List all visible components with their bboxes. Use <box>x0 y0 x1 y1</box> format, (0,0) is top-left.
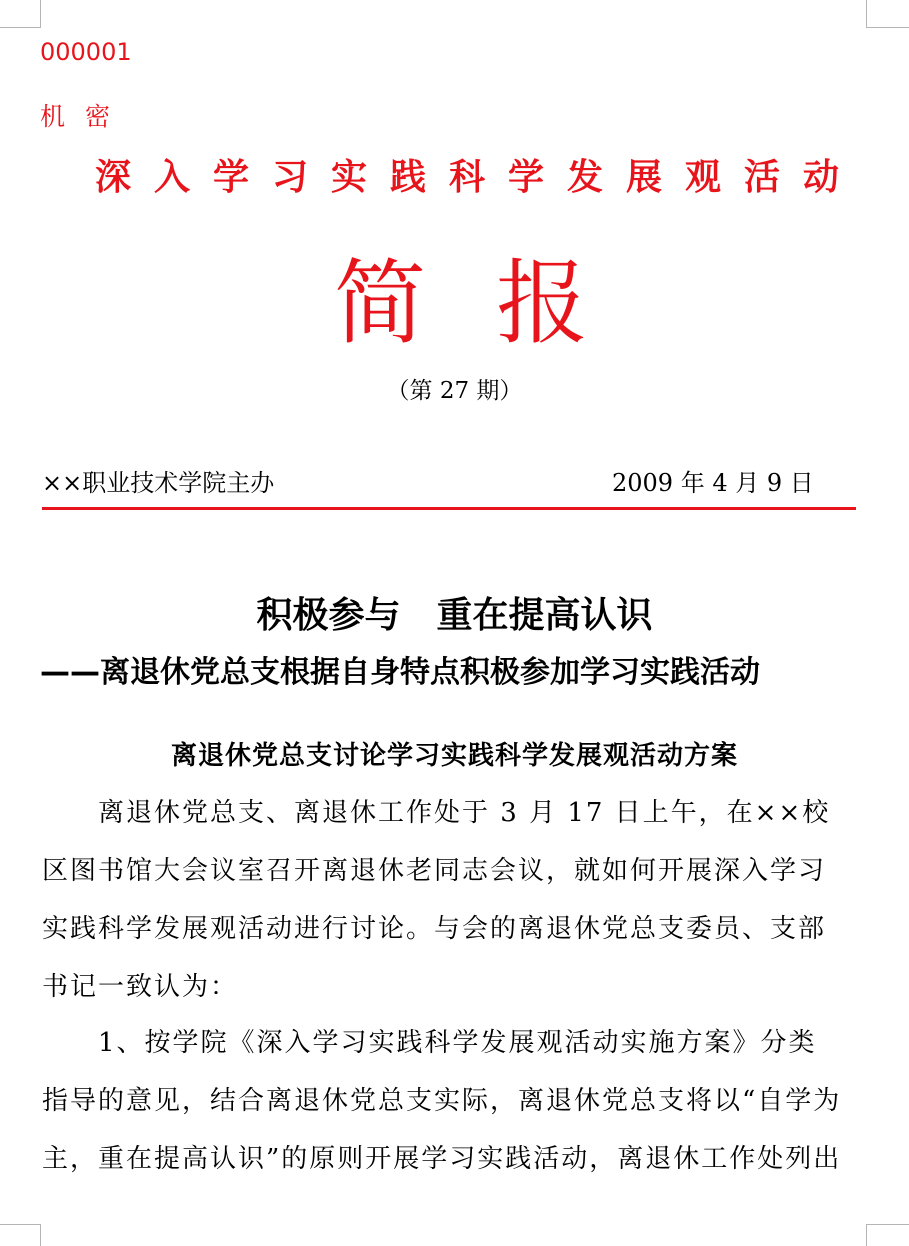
crop-mark-bottom-left-h <box>0 1224 40 1225</box>
crop-mark-bottom-right-v <box>866 1224 867 1246</box>
organization-header: 深入学习实践科学发展观活动 <box>95 157 863 198</box>
paragraph-line: 1、按学院《深入学习实践科学发展观活动实施方案》分类 <box>98 1028 817 1058</box>
article-title: 积极参与 重在提高认识 <box>256 595 653 636</box>
crop-mark-top-left-h <box>0 27 40 28</box>
paragraph-1 <box>42 784 862 1016</box>
article-subtitle: ——离退休党总支根据自身特点积极参加学习实践活动 <box>40 655 760 690</box>
crop-mark-bottom-left-v <box>40 1224 41 1246</box>
section-heading: 离退休党总支讨论学习实践科学发展观活动方案 <box>170 741 738 771</box>
brief-title: 简报 <box>334 250 659 357</box>
paragraph-line: 区图书馆大会议室召开离退休老同志会议，就如何开展深入学习 <box>42 856 827 886</box>
paragraph-line: 书记一致认为： <box>42 972 239 1002</box>
issue-date: 2009 年 4 月 9 日 <box>612 469 814 497</box>
crop-mark-top-left-v <box>40 0 41 28</box>
crop-mark-top-right-v <box>866 0 867 28</box>
sponsor-line: ××职业技术学院主办 <box>42 469 275 497</box>
paragraph-2 <box>42 1014 862 1188</box>
crop-mark-bottom-right-h <box>866 1224 909 1225</box>
crop-mark-top-right-h <box>866 27 909 28</box>
issue-number: （第 27 期） <box>386 378 523 404</box>
classification-label: 机密 <box>40 102 131 131</box>
paragraph-line: 实践科学发展观活动进行讨论。与会的离退休党总支委员、支部 <box>42 914 827 944</box>
paragraph-line: 指导的意见，结合离退休党总支实际，离退休党总支将以“自学为 <box>42 1086 842 1116</box>
document-number: 000001 <box>40 38 132 66</box>
header-divider <box>42 507 856 510</box>
paragraph-line: 离退休党总支、离退休工作处于 3 月 17 日上午，在××校 <box>98 798 831 828</box>
paragraph-line: 主，重在提高认识”的原则开展学习实践活动，离退休工作处列出 <box>42 1144 842 1174</box>
